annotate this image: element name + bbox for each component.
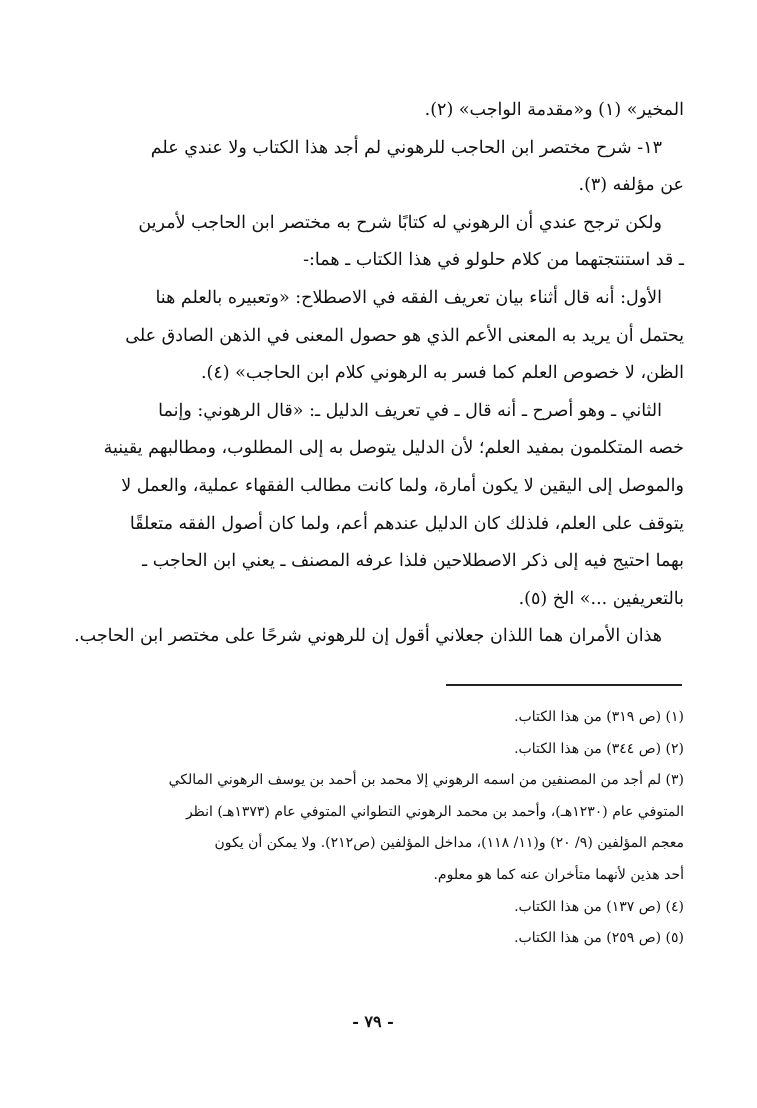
text-line: ـ قد استنتجتهما من كلام حلولو في هذا الكتاب ـ هما:- xyxy=(303,250,684,271)
text-line: بهما احتيج فيه إلى ذكر الاصطلاحين فلذا عرفه المصنف ـ يعني ابن الحاجب ـ xyxy=(142,551,684,572)
text-line: يحتمل أن يريد به المعنى الأعم الذي هو حصول المعنى في الذهن الصادق على xyxy=(125,325,684,346)
text-line: خصه المتكلمون بمفيد العلم؛ لأن الدليل يتوصل به إلى المطلوب، ومطالبهم يقينية xyxy=(103,438,684,459)
footnote: (١) (ص ٣١٩) من هذا الكتاب. xyxy=(514,709,684,725)
text-line: الثاني ـ وهو أصرح ـ أنه قال ـ في تعريف الدليل ـ: «قال الرهوني: وإنما xyxy=(158,400,662,421)
text-line: الظن، لا خصوص العلم كما فسر به الرهوني كلام ابن الحاجب» (٤). xyxy=(200,363,684,384)
text-line: يتوقف على العلم، فلذلك كان الدليل عندهم أعم، ولما كان أصول الفقه متعلقًا xyxy=(129,513,684,534)
text-line: هذان الأمران هما اللذان جعلاني أقول إن للرهوني شرحًا على مختصر ابن الحاجب. xyxy=(74,626,662,647)
footnote: (٥) (ص ٢٥٩) من هذا الكتاب. xyxy=(514,930,684,947)
footnote-separator xyxy=(446,684,682,686)
footnote: معجم المؤلفين (٩/ ٢٠) و(١١/ ١١٨)، مداخل المؤلفين (ص٢١٢). ولا يمكن أن يكون xyxy=(214,835,684,852)
main-text xyxy=(62,92,684,656)
text-line: عن مؤلفه (٣). xyxy=(578,175,684,196)
footnote: (٤) (ص ١٣٧) من هذا الكتاب. xyxy=(514,898,684,915)
footnote: (٢) (ص ٣٤٤) من هذا الكتاب. xyxy=(514,740,684,757)
book-page xyxy=(62,92,684,1072)
footnote: المتوفي عام (١٢٣٠هـ)، وأحمد بن محمد الرهوني التطواني المتوفي عام (١٣٧٣هـ) انظر xyxy=(185,803,684,820)
text-line: ولكن ترجح عندي أن الرهوني له كتابًا شرح به مختصر ابن الحاجب لأمرين xyxy=(138,212,662,233)
footnote: أحد هذين لأنهما متأخران عنه كما هو معلوم. xyxy=(433,866,684,883)
footnote: (٣) لم أجد من المصنفين من اسمه الرهوني إلا محمد بن أحمد بن يوسف الرهوني المالكي xyxy=(168,772,684,789)
footnotes xyxy=(62,702,684,955)
text-line: ١٣- شرح مختصر ابن الحاجب للرهوني لم أجد هذا الكتاب ولا عندي علم xyxy=(150,137,662,158)
text-line: بالتعريفين ...» الخ (٥). xyxy=(518,588,684,609)
text-line: الأول: أنه قال أثناء بيان تعريف الفقه في الاصطلاح: «وتعبيره بالعلم هنا xyxy=(155,287,662,308)
page-number: - ٧٩ - xyxy=(352,1012,394,1031)
text-line: والموصل إلى اليقين لا يكون أمارة، ولما كانت مطالب الفقهاء عملية، والعمل لا xyxy=(121,475,684,496)
text-line: المخير» (١) و«مقدمة الواجب» (٢). xyxy=(424,100,684,120)
